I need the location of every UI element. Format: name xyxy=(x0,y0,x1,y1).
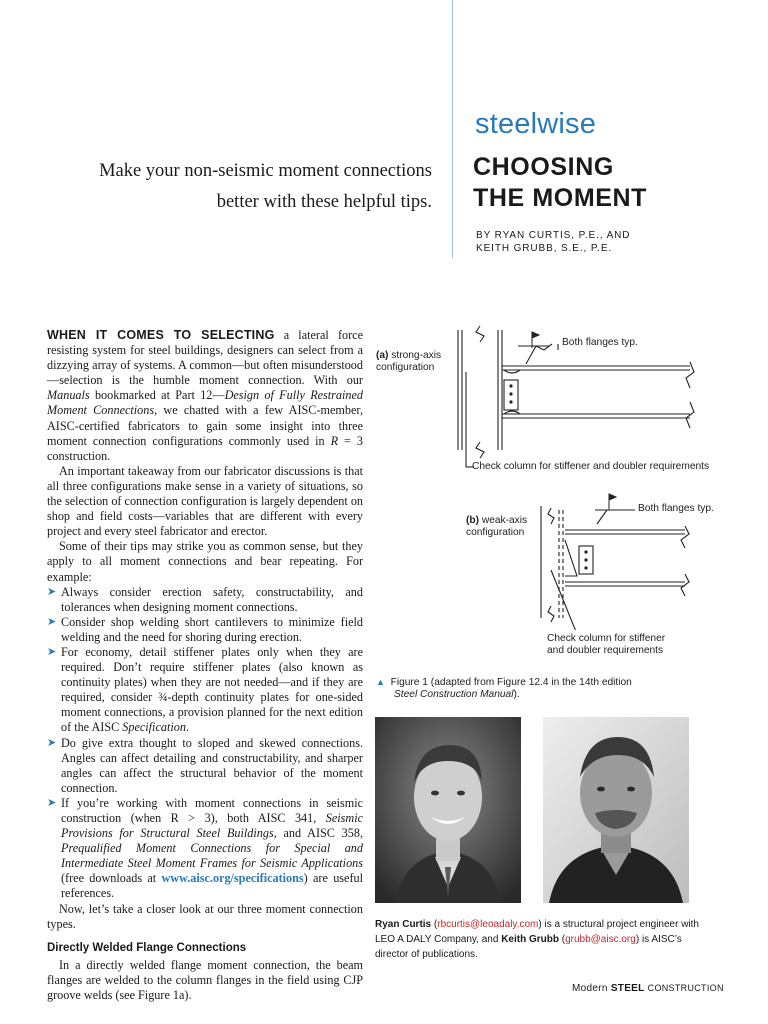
figure-a-callout: Both flanges typ. xyxy=(562,337,638,348)
figure-caption: ▲ Figure 1 (adapted from Figure 12.4 in the 14th edition Steel Construction Manual). xyxy=(376,677,632,700)
article-title xyxy=(473,152,647,214)
author-photos xyxy=(375,717,689,903)
arrow-icon: ➤ xyxy=(47,736,57,749)
subheading: Directly Welded Flange Connections xyxy=(47,941,247,954)
figure-b-label: (b) weak-axis configuration xyxy=(466,515,528,538)
section-name: steelwise xyxy=(475,108,597,140)
paragraph: Now, let’s take a closer look at our three moment connection types. xyxy=(47,901,363,931)
header-divider xyxy=(452,0,453,258)
arrow-icon: ➤ xyxy=(47,796,57,809)
author-photo-grubb xyxy=(543,717,689,903)
paragraph: WHEN IT COMES TO SELECTING a lateral force resisting system for steel buildings, designers can select from a dizzying array of systems. A common—but often misunderstood—selection is the humble moment connection. With our Manuals bookmarked at Part 12—Design of Fully Restrained Moment Connections, we chatted with a few AISC-member, AISC-certified fabricators to gain some insight into three moment connection configurations commonly used in R = 3 construction. xyxy=(47,328,363,463)
paragraph: An important takeaway from our fabricator discussions is that all three configurations make sense in a variety of situations, so the selection of connection configuration is largely dependent on shop and field costs—variables that are different with every project and every steel fabricator and erector. xyxy=(47,463,363,539)
bullet-item: ➤ Do give extra thought to sloped and skewed connections. Angles can affect detailing and constructability, and sharper angles can affect the structural behavior of the moment connection. xyxy=(47,735,363,795)
arrow-icon: ➤ xyxy=(47,645,57,658)
email-link[interactable]: rbcurtis@leoadaly.com xyxy=(437,919,539,930)
article-body xyxy=(47,328,363,1003)
bullet-item: ➤ For economy, detail stiffener plates only when they are required. Don’t require stiffener plates (also known as continuity plates) when they are not needed—and if they are required, consider ¾-depth continuity plates for one-sided moment connections, a provision planned for the next edition of the AISC Specification. xyxy=(47,644,363,735)
byline-line: KEITH GRUBB, S.E., P.E. xyxy=(476,243,613,254)
title-line: THE MOMENT xyxy=(473,184,648,212)
figure-b-note: Check column for stiffener and doubler requirements xyxy=(547,633,666,656)
article-deck xyxy=(60,156,432,218)
deck-line: better with these helpful tips. xyxy=(216,192,432,212)
bullet-item: ➤ Consider shop welding short cantilevers to minimize field welding and the need for shoring during erection. xyxy=(47,614,363,644)
deck-line: Make your non-seismic moment connections xyxy=(99,161,432,181)
bullet-item: ➤ Always consider erection safety, constructability, and tolerances when designing moment connections. xyxy=(47,584,363,614)
paragraph: Some of their tips may strike you as common sense, but they apply to all moment connections and bear repeating. For example: xyxy=(47,539,363,584)
byline xyxy=(476,229,630,255)
title-line: CHOOSING xyxy=(473,153,614,181)
publication-footer: Modern STEEL CONSTRUCTION xyxy=(572,983,724,994)
specifications-link[interactable]: www.aisc.org/specifications xyxy=(161,871,304,886)
email-link[interactable]: grubb@aisc.org xyxy=(565,934,636,945)
lead-in: WHEN IT COMES TO SELECTING xyxy=(47,328,275,342)
author-photo-curtis xyxy=(375,717,521,903)
triangle-icon: ▲ xyxy=(376,677,385,687)
author-bio: Ryan Curtis (rbcurtis@leoadaly.com) is a structural project engineer with LEO A DALY Company, and Keith Grubb (grubb@aisc.org) is AISC’s director of publications. xyxy=(375,919,699,960)
bullet-item: ➤ If you’re working with moment connections in seismic construction (when R > 3), both AISC 341, Seismic Provisions for Structural Steel Buildings, and AISC 358, Prequalified Moment Connections for Special and Intermediate Steel Moment Frames for Seismic Applications (free downloads at www.aisc.org/specifications) are useful references. xyxy=(47,795,363,901)
arrow-icon: ➤ xyxy=(47,615,57,628)
arrow-icon: ➤ xyxy=(47,585,57,598)
figure-a-label: (a) strong-axis configuration xyxy=(376,350,442,373)
paragraph: In a directly welded flange moment connection, the beam flanges are welded to the column flanges in the field using CJP groove welds (see Figure 1a). xyxy=(47,957,363,1003)
figure-b-callout: Both flanges typ. xyxy=(638,503,714,514)
figure-a-note: Check column for stiffener and doubler requirements xyxy=(472,461,710,472)
byline-line: BY RYAN CURTIS, P.E., AND xyxy=(476,230,631,241)
